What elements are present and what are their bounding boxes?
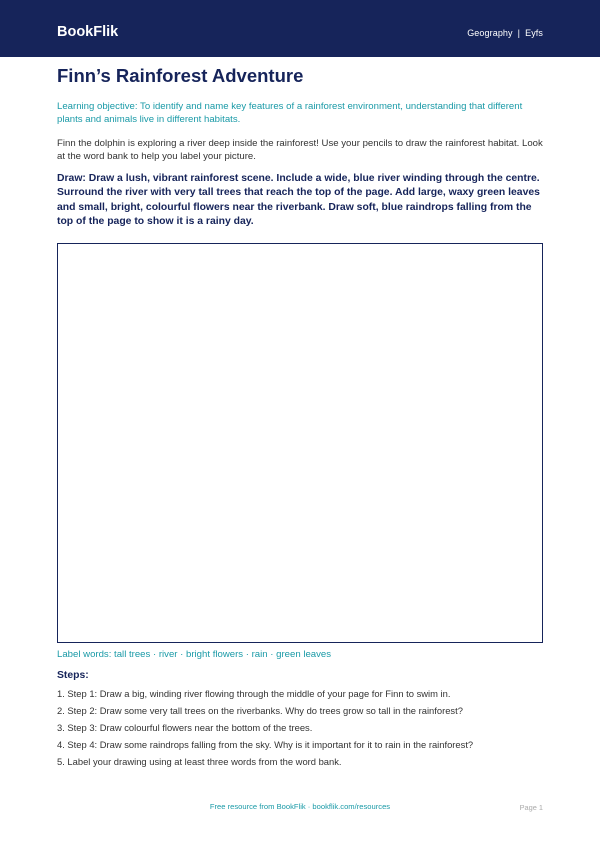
drawing-area[interactable] — [57, 243, 543, 643]
footer-resource-link[interactable]: Free resource from BookFlik · bookflik.com/resources — [209, 802, 391, 811]
word-bank: Label words: tall trees · river · bright flowers · rain · green leaves — [57, 649, 332, 660]
step-item: 1. Step 1: Draw a big, winding river flowing through the middle of your page for Finn to swim in. — [57, 688, 451, 699]
step-item: 4. Step 4: Draw some raindrops falling from the sky. Why is it important for it to rain in the rainforest? — [57, 739, 474, 750]
tag-separator: | — [517, 28, 521, 38]
steps-heading: Steps: — [57, 670, 89, 681]
page-number: Page 1 — [519, 803, 543, 812]
learning-objective: Learning objective: To identify and name key features of a rainforest environment, understanding that different plants and animals live in different habitats. — [57, 101, 523, 125]
step-item: 5. Label your drawing using at least three words from the word bank. — [57, 756, 342, 767]
worksheet-title: Finn’s Rainforest Adventure — [57, 65, 304, 86]
brand-logo-text: BookFlik — [57, 24, 119, 40]
draw-instruction: Draw: Draw a lush, vibrant rainforest scene. Include a wide, blue river winding through the centre. Surround the river with very tall trees that reach the top of the page. Add large, waxy green leaves and small, bright, colourful flowers near the riverbank. Draw soft, blue raindrops falling from the top of the page to show it is a rainy day. — [57, 173, 540, 228]
subject-tags — [467, 26, 543, 40]
level-tag: Eyfs — [525, 28, 543, 38]
page-header — [0, 0, 600, 57]
subject-tag: Geography — [467, 28, 513, 38]
step-item: 2. Step 2: Draw some very tall trees on the riverbanks. Why do trees grow so tall in the rainforest? — [57, 705, 463, 716]
intro-paragraph: Finn the dolphin is exploring a river deep inside the rainforest! Use your pencils to draw the rainforest habitat. Look at the word bank to help you label your picture. — [57, 138, 543, 162]
steps-list — [57, 687, 473, 772]
step-item: 3. Step 3: Draw colourful flowers near the bottom of the trees. — [57, 722, 313, 733]
